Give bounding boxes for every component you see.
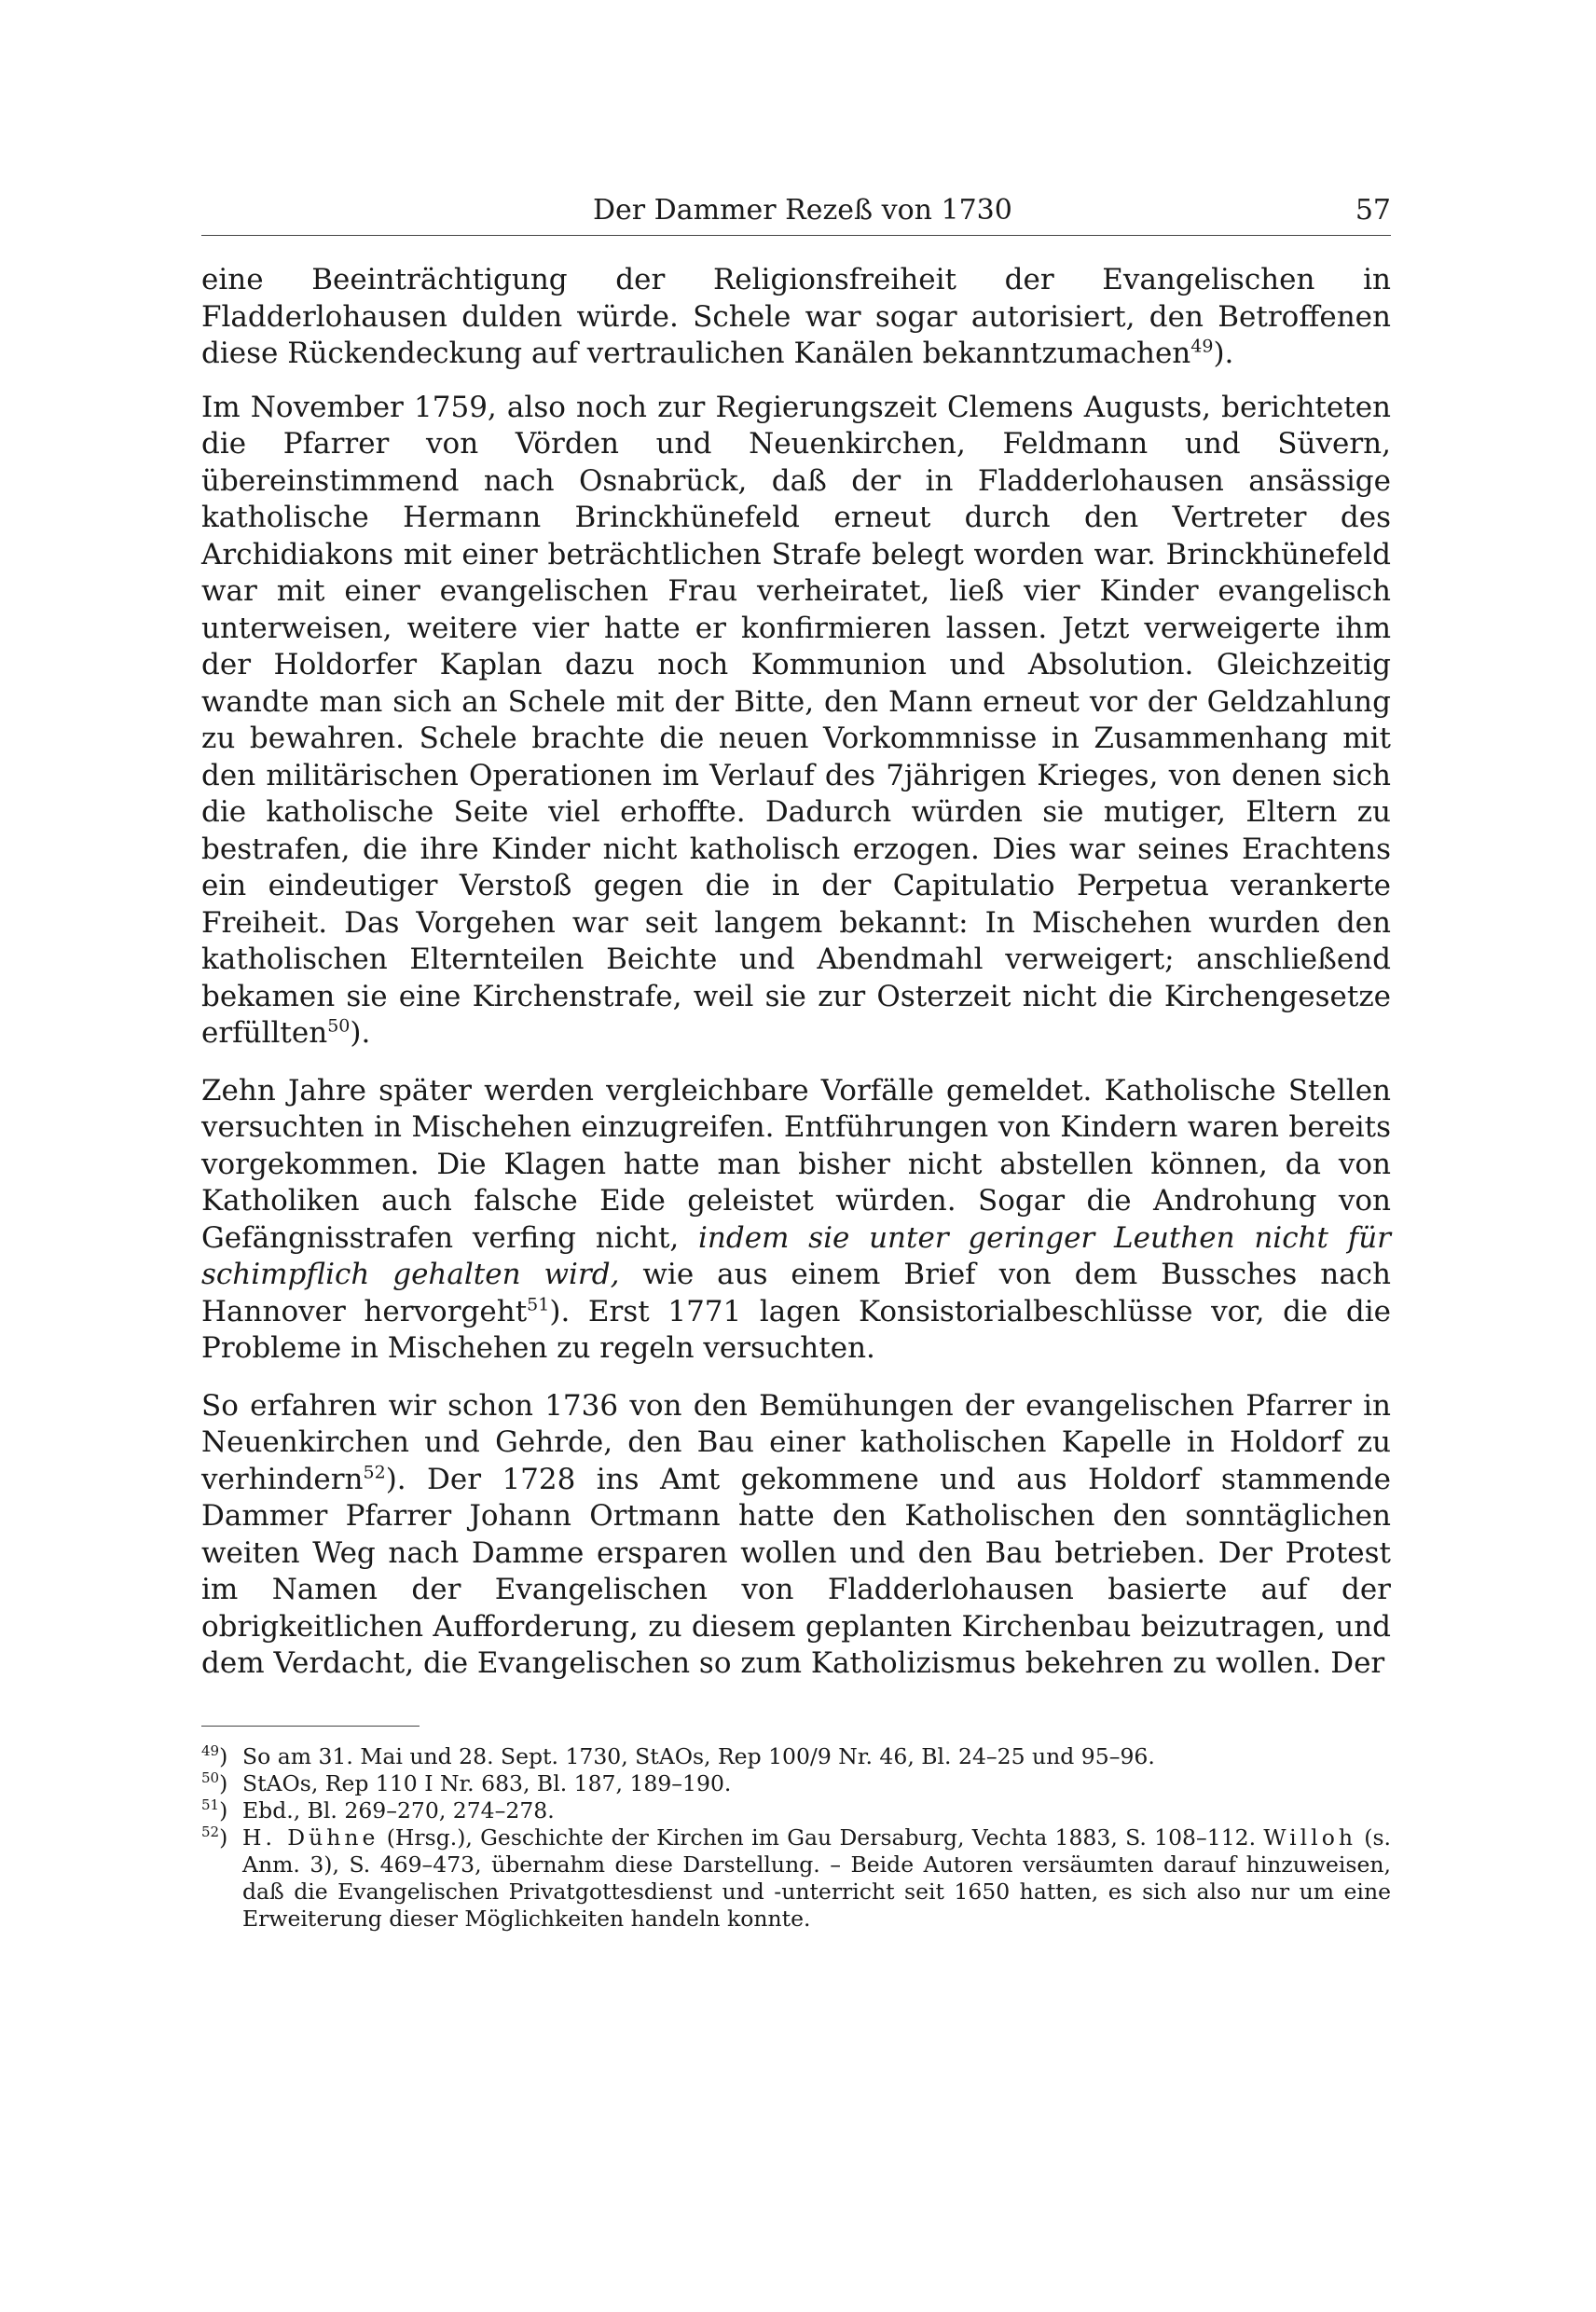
footnote-mark: $^{49}$) — [201, 1741, 228, 1769]
footnote-text: Ebd., Bl. 269–270, 274–278. — [242, 1796, 555, 1823]
paragraph-2-tail: ). — [350, 1016, 371, 1050]
footnote-ref-50[interactable]: 50 — [327, 1015, 351, 1037]
footnote-divider — [201, 1726, 420, 1727]
paragraph-4-text: So erfahren wir schon 1736 von den Bemühungen der evangelischen Pfarrer in Neuenkirchen und Gehrde, den Bau einer katholischen Kapelle in Holdorf zu verhindern — [201, 1388, 1391, 1496]
paragraph-3-tail: ). Erst 1771 lagen Konsistorialbeschlüsse vor, die die Probleme in Mischehen zu regeln versuchten. — [201, 1294, 1391, 1365]
paragraph-3-text: Zehn Jahre später werden vergleichbare Vorfälle gemeldet. Katholische Stellen versuchten in Mischehen einzugreifen. Entführungen von Kindern waren bereits vorgekommen. Die Klagen hatte man bisher nicht abstellen können, da von Katholiken auch falsche Eide geleistet würden. Sogar die Androhung von Gefängnisstrafen verfing nicht, — [201, 1073, 1391, 1255]
page-number: 57 — [1355, 194, 1391, 227]
paragraph-3-text-cont: wie aus einem Brief von dem Bussches nach Hannover hervorgeht — [201, 1258, 1391, 1328]
footnote-text: StAOs, Rep 110 I Nr. 683, Bl. 187, 189–190. — [242, 1769, 732, 1796]
paragraph-3 — [201, 1073, 1391, 1368]
footnote-50 — [201, 1770, 1391, 1797]
footnote-ref-52[interactable]: 52 — [363, 1462, 386, 1483]
body-text — [201, 262, 1391, 1683]
footnote-52 — [201, 1824, 1391, 1933]
footnote-mark: $^{50}$) — [201, 1768, 228, 1796]
paragraph-1-tail: ). — [1213, 337, 1234, 370]
footnote-ref-51[interactable]: 51 — [527, 1294, 550, 1315]
paragraph-4-tail: ). Der 1728 ins Amt gekommene und aus Holdorf stammende Dammer Pfarrer Johann Ortmann hatte den Katholischen den sonntäglichen weiten Weg nach Damme ersparen wollen und den Bau betrieben. Der Protest im Namen der Evangelischen von Fladderlohausen basierte auf der obrigkeitlichen Aufforderung, zu diesem geplanten Kirchenbau beizutragen, und dem Verdacht, die Evangelischen so zum Katholizismus bekehren zu wollen. Der — [201, 1462, 1391, 1680]
paragraph-2-text: Im November 1759, also noch zur Regierungszeit Clemens Augusts, berichteten die Pfarrer von Vörden und Neuenkirchen, Feldmann und Süvern, übereinstimmend nach Osnabrück, daß der in Fladderlohausen ansässige katholische Hermann Brinckhünefeld erneut durch den Vertreter des Archidiakons mit einer beträchtlichen Strafe belegt worden war. Brinckhünefeld war mit einer evangelischen Frau verheiratet, ließ vier Kinder evangelisch unterweisen, weitere vier hatte er konfirmieren lassen. Jetzt verweigerte ihm der Holdorfer Kaplan dazu noch Kommunion und Absolution. Gleichzeitig wandte man sich an Schele mit der Bitte, den Mann erneut vor der Geldzahlung zu bewahren. Schele brachte die neuen Vorkommnisse in Zusammenhang mit den militärischen Operationen im Verlauf des 7jährigen Krieges, von denen sich die katholische Seite viel erhoffte. Dadurch würden sie mutiger, Eltern zu bestrafen, die ihre Kinder nicht katholisch erzogen. Dies war seines Erachtens ein eindeutiger Verstoß gegen die in der Capitulatio Perpetua verankerte Freiheit. Das Vorgehen war seit langem bekannt: In Mischehen wurden den katholischen Elternteilen Beichte und Abendmahl verweigert; anschließend bekamen sie eine Kirchenstrafe, weil sie zur Osterzeit nicht die Kirchengesetze erfüllten — [201, 390, 1391, 1050]
footnote-author: Willoh — [1263, 1823, 1356, 1851]
footnote-mark: $^{52}$) — [201, 1823, 228, 1851]
book-page — [201, 194, 1391, 1933]
footnote-51 — [201, 1797, 1391, 1824]
running-head — [201, 194, 1391, 236]
paragraph-1-text: eine Beeinträchtigung der Religionsfreiheit der Evangelischen in Fladderlohausen dulden würde. Schele war sogar autorisiert, den Betroffenen diese Rückendeckung auf vertraulichen Kanälen bekanntzumachen — [201, 263, 1391, 370]
paragraph-2 — [201, 390, 1391, 1053]
paragraph-1 — [201, 262, 1391, 373]
paragraph-4 — [201, 1388, 1391, 1683]
footnotes — [201, 1743, 1391, 1933]
footnote-text: H. Dühne (Hrsg.), Geschichte der Kirchen im Gau Dersaburg, Vechta 1883, S. 108–112. Willoh (s. Anm. 3), S. 469–473, übernahm diese Darstellung. – Beide Autoren versäumten darauf hinzuweisen, daß die Evangelischen Privatgottesdienst und -unterricht seit 1650 hatten, es sich also nur um eine Erweiterung dieser Möglichkeiten handeln konnte. — [242, 1823, 1391, 1932]
footnote-49 — [201, 1743, 1391, 1770]
footnote-ref-49[interactable]: 49 — [1190, 336, 1214, 357]
paragraph-3-quote: indem sie unter geringer Leuthen nicht für schimpflich gehalten wird, — [201, 1220, 1391, 1291]
footnote-text: So am 31. Mai und 28. Sept. 1730, StAOs, Rep 100/9 Nr. 46, Bl. 24–25 und 95–96. — [242, 1742, 1155, 1769]
running-head-title: Der Dammer Rezeß von 1730 — [593, 194, 1012, 227]
footnote-author: H. Dühne — [242, 1823, 379, 1851]
footnote-mark: $^{51}$) — [201, 1796, 228, 1823]
